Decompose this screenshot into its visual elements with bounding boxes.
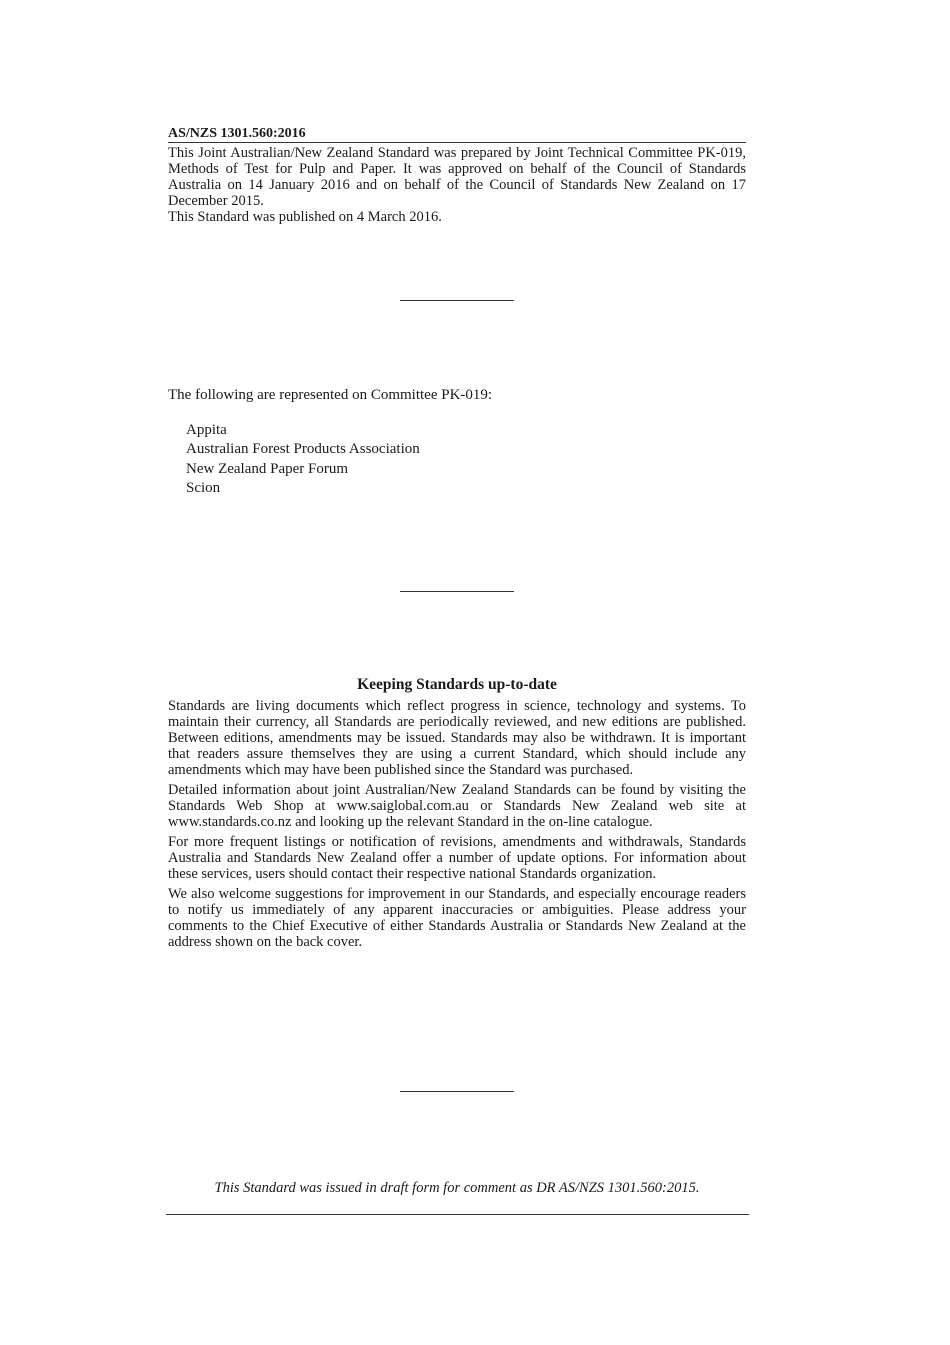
- committee-member: Scion: [186, 479, 221, 496]
- publication-date: This Standard was published on 4 March 2016.: [168, 209, 442, 225]
- preparation-statement: [168, 145, 746, 225]
- body-paragraph: Detailed information about joint Australian/New Zealand Standards can be found by visiting the Standards Web Shop at www.saiglobal.com.au or Standards New Zealand web site at www.standards.co.nz and looking up the relevant Standard in the on-line catalogue.: [168, 782, 746, 830]
- keeping-up-to-date-heading: Keeping Standards up-to-date: [357, 676, 557, 693]
- section-divider: [400, 300, 514, 301]
- committee-member: Australian Forest Products Association: [186, 441, 420, 458]
- committee-member: New Zealand Paper Forum: [186, 460, 349, 477]
- committee-member: Appita: [186, 422, 227, 438]
- section-divider: [400, 591, 514, 592]
- body-paragraph: Standards are living documents which reflect progress in science, technology and systems. To maintain their currency, all Standards are periodically reviewed, and new editions are published. Between editions, amendments may be issued. Standards may also be withdrawn. It is important that readers assure themselves they are using a current Standard, which should include any amendments which may have been published since the Standard was purchased.: [168, 698, 746, 778]
- preparation-paragraph: This Joint Australian/New Zealand Standard was prepared by Joint Technical Committee PK-019, Methods of Test for Pulp and Paper. It was approved on behalf of the Council of Standards Australia on 14 January 2016 and on behalf of the Council of Standards New Zealand on 17 December 2015.: [168, 145, 746, 209]
- draft-note: This Standard was issued in draft form for comment as DR AS/NZS 1301.560:2015.: [214, 1180, 700, 1196]
- body-paragraph: For more frequent listings or notification of revisions, amendments and withdrawals, Standards Australia and Standards New Zealand offer a number of update options. For information about these services, users should contact their respective national Standards organization.: [168, 834, 746, 882]
- standard-identifier: AS/NZS 1301.560:2016: [168, 126, 746, 143]
- footer-rule: [166, 1214, 749, 1215]
- body-paragraph: We also welcome suggestions for improvement in our Standards, and especially encourage readers to notify us immediately of any apparent inaccuracies or ambiguities. Please address your comments to the Chief Executive of either Standards Australia or Standards New Zealand at the address shown on the back cover.: [168, 886, 746, 950]
- section-divider: [400, 1091, 514, 1092]
- keeping-up-to-date-body: [168, 698, 746, 954]
- committee-intro: The following are represented on Committee PK-019:: [168, 387, 493, 403]
- committee-member-list: [186, 421, 420, 498]
